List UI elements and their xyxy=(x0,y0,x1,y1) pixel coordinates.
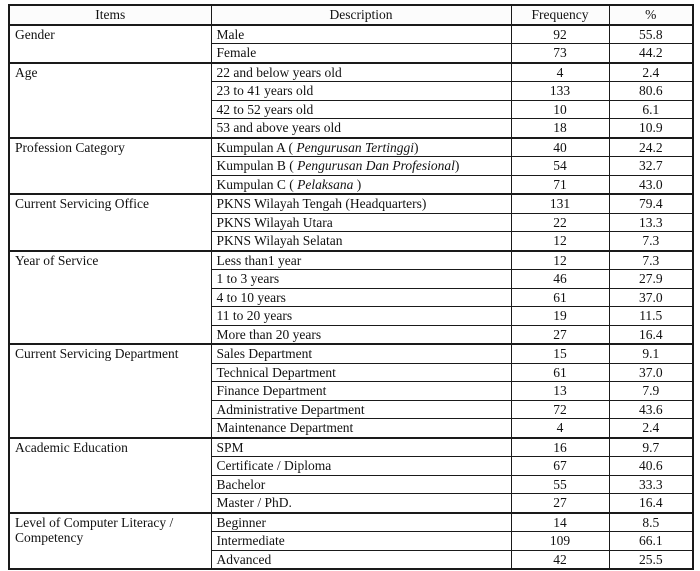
frequency-cell: 12 xyxy=(511,232,609,251)
frequency-cell: 109 xyxy=(511,532,609,551)
items-cell: Level of Computer Literacy / Competency xyxy=(9,513,211,570)
table-row xyxy=(9,513,693,532)
items-cell: Current Servicing Office xyxy=(9,194,211,251)
description-cell: PKNS Wilayah Tengah (Headquarters) xyxy=(211,194,511,213)
header-row xyxy=(9,5,693,25)
percent-cell: 9.7 xyxy=(609,438,693,457)
frequency-cell: 12 xyxy=(511,251,609,270)
frequency-cell: 4 xyxy=(511,63,609,82)
description-italic-text: Pelaksana xyxy=(297,176,354,192)
description-cell: PKNS Wilayah Utara xyxy=(211,213,511,232)
percent-cell: 44.2 xyxy=(609,44,693,63)
percent-cell: 16.4 xyxy=(609,325,693,344)
description-italic-text: Pengurusan Tertinggi xyxy=(296,139,415,155)
description-text: ) xyxy=(353,176,362,192)
percent-cell: 16.4 xyxy=(609,494,693,513)
percent-cell: 7.3 xyxy=(609,232,693,251)
items-cell: Age xyxy=(9,63,211,138)
description-text: ) xyxy=(454,158,460,174)
description-cell: Male xyxy=(211,25,511,44)
percent-cell: 25.5 xyxy=(609,550,693,569)
percent-cell: 33.3 xyxy=(609,475,693,494)
table-row xyxy=(9,438,693,457)
table-header xyxy=(9,5,693,25)
frequency-cell: 27 xyxy=(511,325,609,344)
frequency-cell: 16 xyxy=(511,438,609,457)
percent-cell: 6.1 xyxy=(609,100,693,119)
percent-cell: 32.7 xyxy=(609,157,693,176)
description-cell: Technical Department xyxy=(211,363,511,382)
description-cell: Maintenance Department xyxy=(211,419,511,438)
percent-cell: 2.4 xyxy=(609,63,693,82)
frequency-cell: 92 xyxy=(511,25,609,44)
table-body xyxy=(9,25,693,570)
frequency-cell: 27 xyxy=(511,494,609,513)
percent-cell: 2.4 xyxy=(609,419,693,438)
demographics-table xyxy=(8,4,694,570)
percent-cell: 11.5 xyxy=(609,307,693,326)
percent-cell: 27.9 xyxy=(609,270,693,289)
table-row xyxy=(9,194,693,213)
description-cell: Beginner xyxy=(211,513,511,532)
percent-cell: 66.1 xyxy=(609,532,693,551)
frequency-cell: 54 xyxy=(511,157,609,176)
percent-cell: 79.4 xyxy=(609,194,693,213)
table-row xyxy=(9,344,693,363)
frequency-cell: 14 xyxy=(511,513,609,532)
frequency-cell: 71 xyxy=(511,175,609,194)
percent-cell: 55.8 xyxy=(609,25,693,44)
header-frequency: Frequency xyxy=(511,5,609,25)
frequency-cell: 131 xyxy=(511,194,609,213)
frequency-cell: 15 xyxy=(511,344,609,363)
frequency-cell: 18 xyxy=(511,119,609,138)
frequency-cell: 22 xyxy=(511,213,609,232)
header-description: Description xyxy=(211,5,511,25)
description-text: Kumpulan A ( xyxy=(216,139,297,155)
percent-cell: 24.2 xyxy=(609,138,693,157)
description-cell xyxy=(211,175,511,194)
table-row xyxy=(9,251,693,270)
percent-cell: 7.9 xyxy=(609,382,693,401)
description-cell: 53 and above years old xyxy=(211,119,511,138)
items-cell: Academic Education xyxy=(9,438,211,513)
percent-cell: 9.1 xyxy=(609,344,693,363)
description-cell: Less than1 year xyxy=(211,251,511,270)
description-cell: Female xyxy=(211,44,511,63)
items-cell: Gender xyxy=(9,25,211,63)
description-cell: Administrative Department xyxy=(211,400,511,419)
percent-cell: 8.5 xyxy=(609,513,693,532)
description-cell: 1 to 3 years xyxy=(211,270,511,289)
description-cell: Bachelor xyxy=(211,475,511,494)
percent-cell: 37.0 xyxy=(609,288,693,307)
description-cell xyxy=(211,138,511,157)
percent-cell: 10.9 xyxy=(609,119,693,138)
description-cell: 4 to 10 years xyxy=(211,288,511,307)
description-cell: SPM xyxy=(211,438,511,457)
description-cell: 42 to 52 years old xyxy=(211,100,511,119)
percent-cell: 43.6 xyxy=(609,400,693,419)
description-cell: Sales Department xyxy=(211,344,511,363)
description-text: ) xyxy=(414,139,419,155)
table-row xyxy=(9,138,693,157)
items-cell: Profession Category xyxy=(9,138,211,195)
table-row xyxy=(9,25,693,44)
header-percent: % xyxy=(609,5,693,25)
percent-cell: 40.6 xyxy=(609,457,693,476)
header-items: Items xyxy=(9,5,211,25)
percent-cell: 43.0 xyxy=(609,175,693,194)
description-cell: 11 to 20 years xyxy=(211,307,511,326)
frequency-cell: 133 xyxy=(511,82,609,101)
frequency-cell: 4 xyxy=(511,419,609,438)
frequency-cell: 72 xyxy=(511,400,609,419)
table-row xyxy=(9,63,693,82)
description-cell: 22 and below years old xyxy=(211,63,511,82)
description-cell: Certificate / Diploma xyxy=(211,457,511,476)
percent-cell: 13.3 xyxy=(609,213,693,232)
frequency-cell: 46 xyxy=(511,270,609,289)
items-cell: Current Servicing Department xyxy=(9,344,211,438)
description-italic-text: Pengurusan Dan Profesional xyxy=(297,158,455,174)
description-cell: Advanced xyxy=(211,550,511,569)
description-cell: PKNS Wilayah Selatan xyxy=(211,232,511,251)
description-cell: Intermediate xyxy=(211,532,511,551)
frequency-cell: 19 xyxy=(511,307,609,326)
percent-cell: 7.3 xyxy=(609,251,693,270)
frequency-cell: 73 xyxy=(511,44,609,63)
percent-cell: 80.6 xyxy=(609,82,693,101)
frequency-cell: 10 xyxy=(511,100,609,119)
items-cell: Year of Service xyxy=(9,251,211,345)
description-cell: 23 to 41 years old xyxy=(211,82,511,101)
description-text: Kumpulan C ( xyxy=(216,176,298,192)
frequency-cell: 67 xyxy=(511,457,609,476)
description-cell xyxy=(211,157,511,176)
percent-cell: 37.0 xyxy=(609,363,693,382)
frequency-cell: 61 xyxy=(511,288,609,307)
description-text: Kumpulan B ( xyxy=(216,158,298,174)
frequency-cell: 40 xyxy=(511,138,609,157)
frequency-cell: 61 xyxy=(511,363,609,382)
frequency-cell: 13 xyxy=(511,382,609,401)
frequency-cell: 42 xyxy=(511,550,609,569)
description-cell: Finance Department xyxy=(211,382,511,401)
description-cell: More than 20 years xyxy=(211,325,511,344)
frequency-cell: 55 xyxy=(511,475,609,494)
description-cell: Master / PhD. xyxy=(211,494,511,513)
